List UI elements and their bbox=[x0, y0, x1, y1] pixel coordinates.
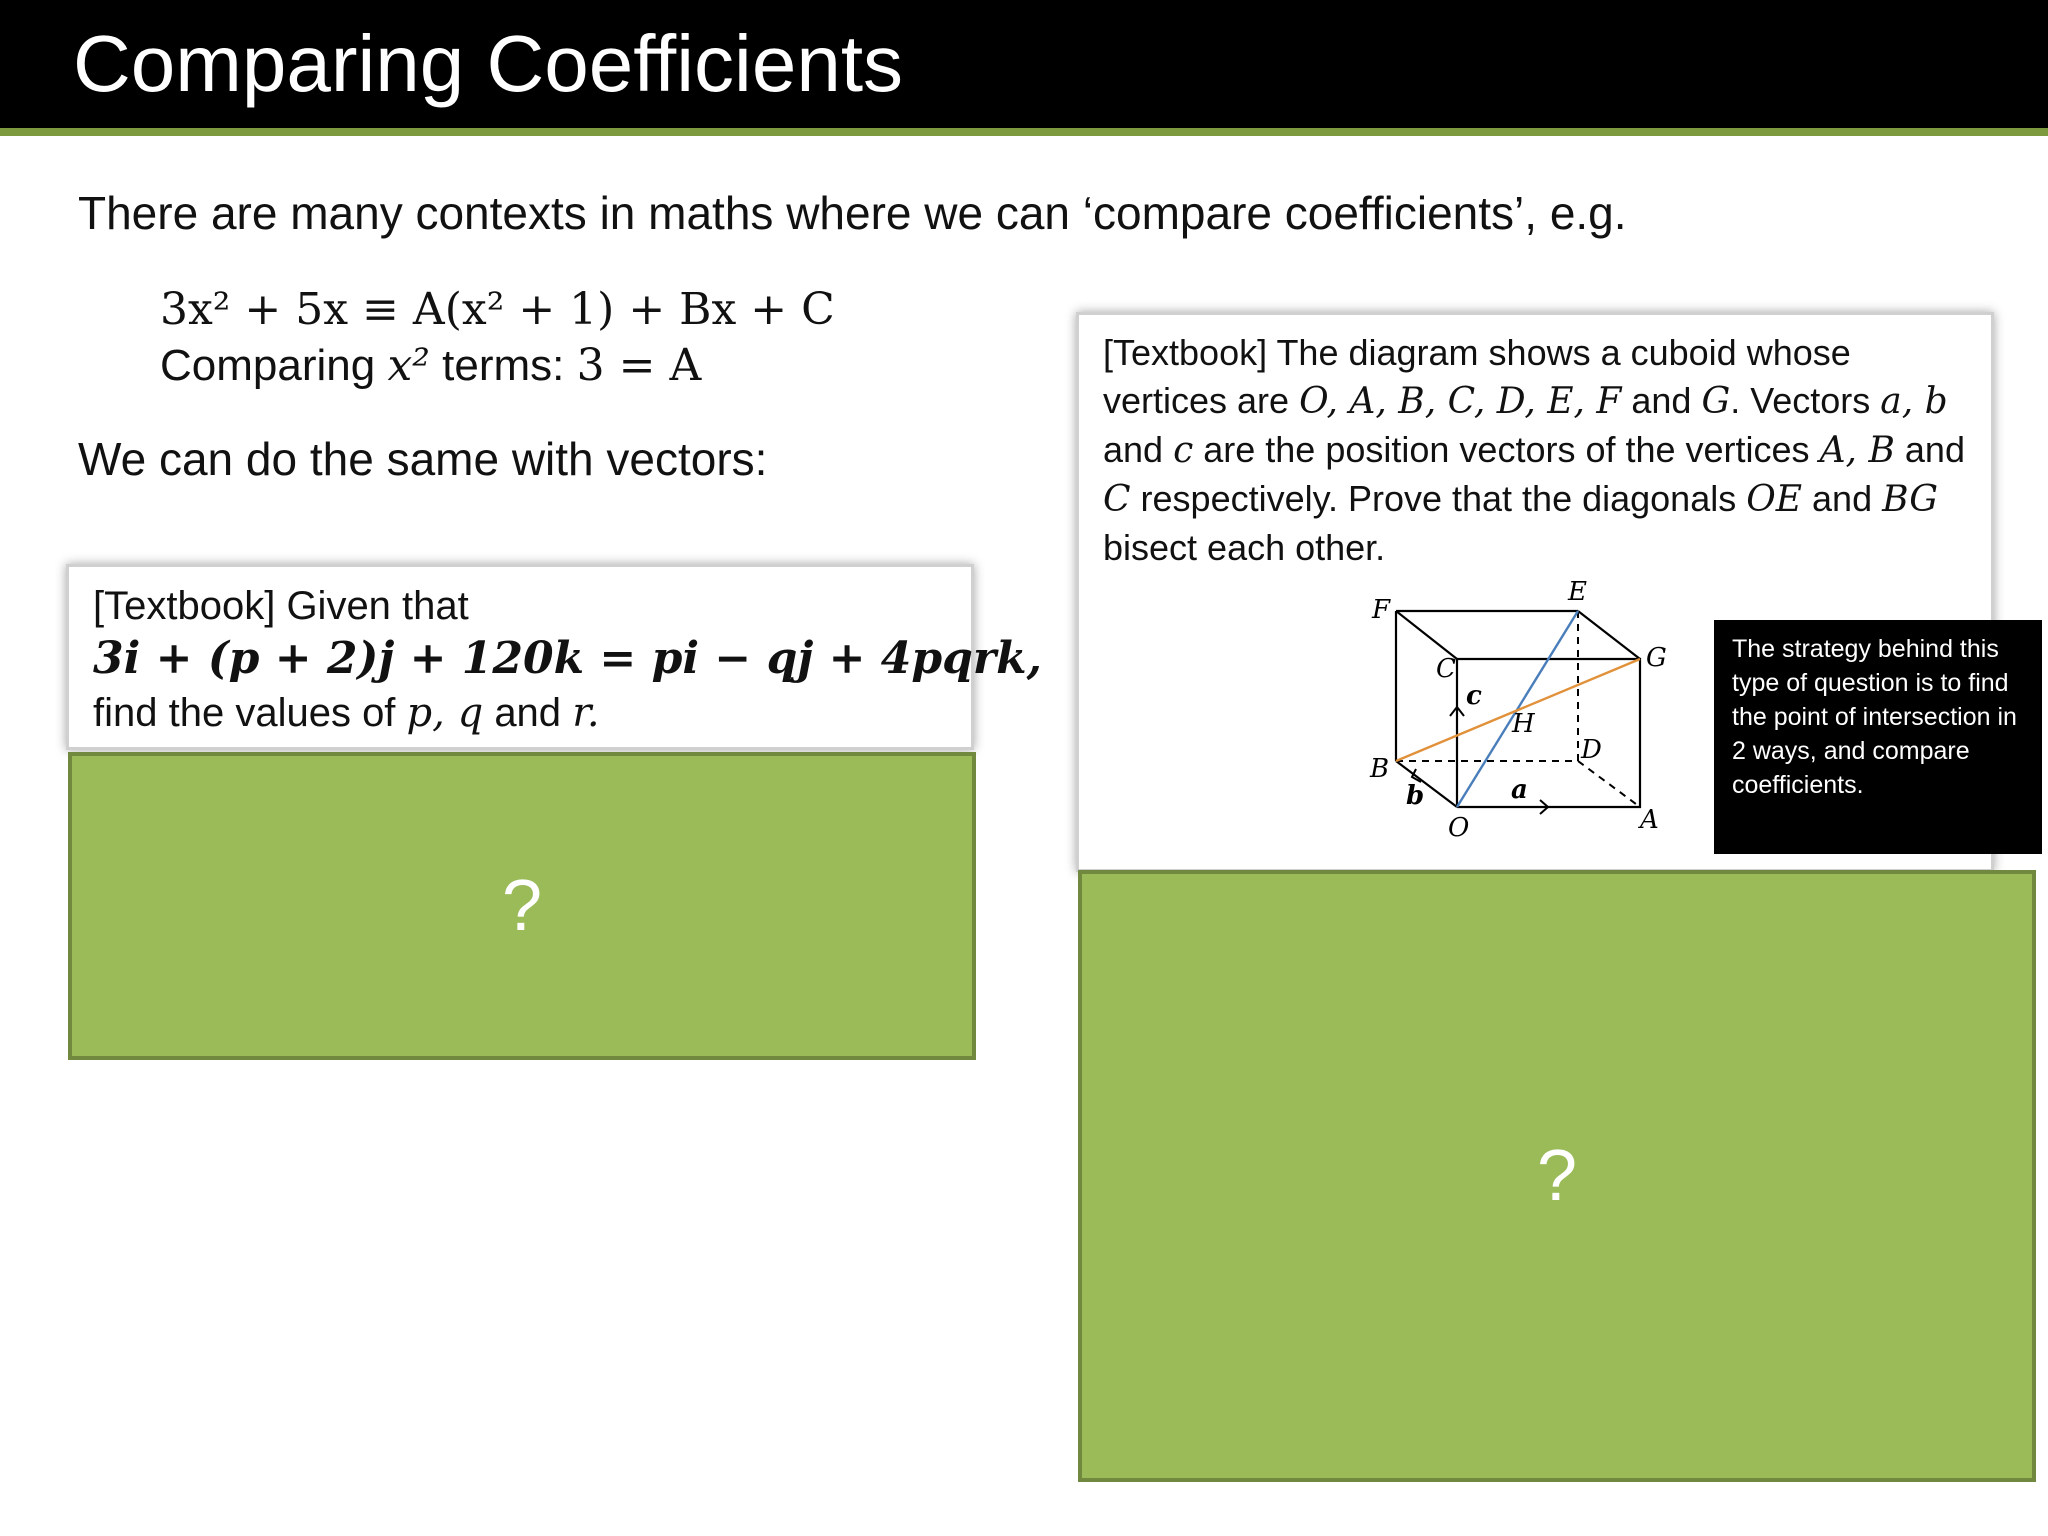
q2-text-8: and bbox=[1802, 478, 1883, 519]
q2-vertex-g: G bbox=[1701, 381, 1731, 422]
vectors-intro: We can do the same with vectors: bbox=[78, 433, 768, 485]
label-b: B bbox=[1370, 754, 1390, 784]
edge-eg bbox=[1578, 611, 1640, 659]
q2-text-2: and bbox=[1621, 380, 1702, 421]
q2-vertices: O, A, B, C, D, E, F bbox=[1299, 381, 1622, 422]
label-vec-c: c bbox=[1466, 681, 1482, 711]
label-vec-a: a bbox=[1511, 775, 1528, 805]
comparing-suffix: terms: bbox=[442, 341, 565, 390]
example-block bbox=[160, 282, 835, 394]
label-a: A bbox=[1640, 805, 1659, 835]
title-bar bbox=[0, 0, 2048, 128]
strategy-tip: The strategy behind this type of question is to find the point of intersection in 2 ways, and compare coefficients. bbox=[1714, 620, 2042, 854]
comparing-term: x² bbox=[387, 340, 430, 391]
question-1-equation: 3i + (p + 2)j + 120k = pi − qj + 4pqrk, bbox=[93, 633, 1042, 684]
answer-reveal-1[interactable] bbox=[68, 752, 976, 1060]
ask-last: r. bbox=[572, 690, 600, 736]
q2-text-9: bisect each other. bbox=[1103, 527, 1386, 568]
q2-vertex-c: C bbox=[1103, 479, 1131, 520]
q2-text-1: [Textbook] The diagram shows a cuboid whose vertices are bbox=[1103, 332, 1851, 421]
question-1-ask bbox=[93, 687, 971, 739]
example-comparing bbox=[160, 338, 835, 394]
ask-prefix: find the values of bbox=[93, 691, 396, 735]
edge-da-hidden bbox=[1578, 761, 1640, 807]
ask-vars: p, q bbox=[406, 690, 484, 736]
q2-text-7: respectively. Prove that the diagonals bbox=[1130, 478, 1747, 519]
q2-text-4: and bbox=[1103, 429, 1174, 470]
comparing-prefix: Comparing bbox=[160, 341, 376, 390]
question-1-card bbox=[66, 564, 1042, 750]
q2-diagonal-bg: BG bbox=[1882, 479, 1938, 520]
edge-fc bbox=[1396, 611, 1457, 659]
answer-2-placeholder: ? bbox=[1536, 1136, 1578, 1216]
question-1-intro: [Textbook] Given that bbox=[93, 584, 469, 628]
comparing-result: 3 = A bbox=[576, 340, 702, 391]
answer-reveal-2[interactable] bbox=[1078, 870, 2036, 1482]
label-c: C bbox=[1436, 654, 1456, 684]
label-vec-b: b bbox=[1406, 781, 1425, 811]
label-o: O bbox=[1448, 813, 1470, 843]
q2-diagonal-oe: OE bbox=[1746, 479, 1803, 520]
cuboid-diagram bbox=[1360, 566, 1680, 850]
q2-vertices-ab: A, B bbox=[1819, 430, 1895, 471]
label-f: F bbox=[1372, 595, 1391, 625]
q2-text-3: . Vectors bbox=[1730, 380, 1881, 421]
label-d: D bbox=[1581, 735, 1602, 765]
question-2-text bbox=[1103, 329, 1971, 572]
edge-front bbox=[1457, 659, 1640, 807]
answer-1-placeholder: ? bbox=[501, 866, 543, 946]
title-underline bbox=[0, 128, 2048, 136]
q2-text-5: are the position vectors of the vertices bbox=[1193, 429, 1820, 470]
example-identity: 3x² + 5x ≡ A(x² + 1) + Bx + C bbox=[160, 284, 835, 335]
q2-text-6: and bbox=[1894, 429, 1965, 470]
page-title: Comparing Coefficients bbox=[73, 19, 904, 108]
q2-vectors-ab: a, b bbox=[1880, 381, 1948, 422]
q2-vector-c: c bbox=[1173, 430, 1194, 471]
label-g: G bbox=[1646, 643, 1667, 673]
label-e: E bbox=[1568, 577, 1587, 607]
ask-and: and bbox=[494, 691, 562, 735]
label-h: H bbox=[1512, 709, 1535, 739]
intro-text: There are many contexts in maths where we can ‘compare coefficients’, e.g. bbox=[78, 187, 1627, 239]
